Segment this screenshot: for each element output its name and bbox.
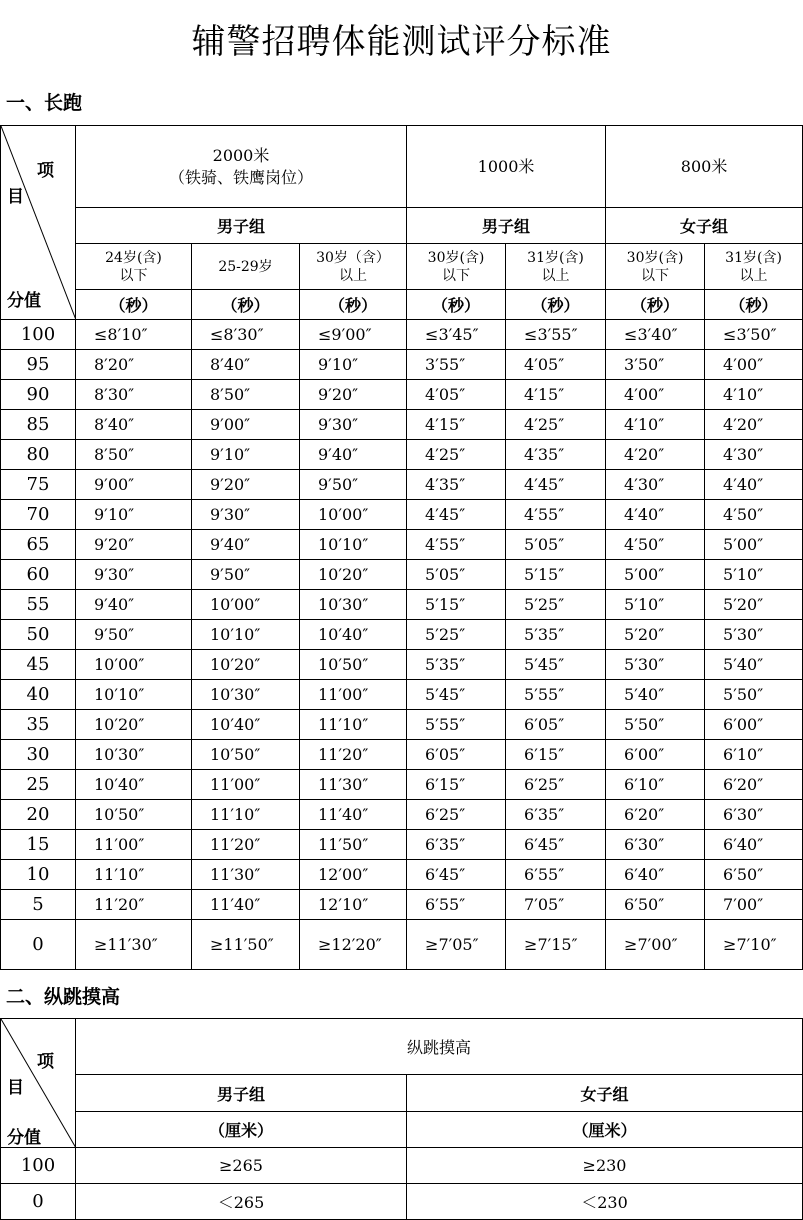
time-cell: 4′15″ [506,380,606,410]
time-cell: ≤3′45″ [407,320,506,350]
corner-header-cell [1,1019,76,1148]
time-cell: 6′40″ [705,830,803,860]
unit-header: （秒） [76,290,192,320]
age-header: 25-29岁 [192,244,300,290]
score-cell: 30 [1,740,76,770]
time-cell: 10′30″ [300,590,407,620]
score-cell: 95 [1,350,76,380]
event-2000m-header [76,126,407,208]
height-cell: ＜265 [76,1184,407,1220]
time-cell: 10′40″ [192,710,300,740]
age-header: 30岁(含) 以下 [606,244,705,290]
time-cell: ≤8′30″ [192,320,300,350]
time-cell: 9′40″ [192,530,300,560]
time-cell: 9′50″ [192,560,300,590]
time-cell: 5′05″ [407,560,506,590]
time-cell: 6′00″ [705,710,803,740]
time-cell: 3′50″ [606,350,705,380]
time-cell: 7′00″ [705,890,803,920]
section-title-vertical-jump: 二、纵跳摸高 [6,986,121,1008]
time-cell: 11′00″ [76,830,192,860]
score-cell: 90 [1,380,76,410]
table-row [1,800,803,830]
time-cell: ≤9′00″ [300,320,407,350]
time-cell: 10′30″ [192,680,300,710]
time-cell: 4′55″ [407,530,506,560]
time-cell: 11′00″ [192,770,300,800]
long-run-score-rows [1,320,803,970]
time-cell: ≤3′40″ [606,320,705,350]
time-cell: 6′55″ [407,890,506,920]
time-cell: 8′50″ [192,380,300,410]
time-cell: 6′00″ [606,740,705,770]
table-row [1,470,803,500]
time-cell: 11′10″ [76,860,192,890]
time-cell: 10′40″ [300,620,407,650]
time-cell: 10′20″ [300,560,407,590]
time-cell: ≤3′55″ [506,320,606,350]
time-cell: 10′00″ [300,500,407,530]
time-cell: 6′05″ [506,710,606,740]
time-cell: 5′30″ [705,620,803,650]
time-cell: 5′50″ [705,680,803,710]
table-row [1,710,803,740]
time-cell: 5′30″ [606,650,705,680]
time-cell: 5′35″ [407,650,506,680]
time-cell: 4′30″ [705,440,803,470]
unit-header: （秒） [606,290,705,320]
time-cell: ≤3′50″ [705,320,803,350]
time-cell: 6′35″ [506,800,606,830]
time-cell: 10′40″ [76,770,192,800]
time-cell: 10′20″ [192,650,300,680]
time-cell: 9′10″ [76,500,192,530]
unit-header: （厘米） [407,1112,803,1148]
section-title-long-run: 一、长跑 [6,92,83,114]
time-cell: 10′20″ [76,710,192,740]
event-800m-header: 800米 [606,126,803,208]
corner-header-cell [1,126,76,320]
time-cell: ≥7′10″ [705,920,803,970]
score-cell: 100 [1,320,76,350]
time-cell: 10′50″ [300,650,407,680]
unit-header: （厘米） [76,1112,407,1148]
time-cell: 6′20″ [705,770,803,800]
time-cell: 4′50″ [606,530,705,560]
time-cell: 4′40″ [606,500,705,530]
time-cell: ≥11′30″ [76,920,192,970]
table-row [1,770,803,800]
time-cell: 5′35″ [506,620,606,650]
time-cell: 11′30″ [300,770,407,800]
time-cell: 9′10″ [300,350,407,380]
age-header: 31岁(含) 以上 [705,244,803,290]
score-cell: 0 [1,920,76,970]
time-cell: 6′15″ [506,740,606,770]
time-cell: 11′40″ [300,800,407,830]
table-row [1,560,803,590]
time-cell: 11′30″ [192,860,300,890]
time-cell: 5′25″ [506,590,606,620]
age-header: 31岁(含) 以上 [506,244,606,290]
time-cell: 5′00″ [705,530,803,560]
time-cell: 4′20″ [606,440,705,470]
time-cell: 6′10″ [606,770,705,800]
time-cell: 10′10″ [76,680,192,710]
time-cell: 4′00″ [606,380,705,410]
time-cell: 4′25″ [407,440,506,470]
time-cell: 5′50″ [606,710,705,740]
event-2000m-note: （铁骑、铁鹰岗位） [169,167,314,187]
time-cell: 8′30″ [76,380,192,410]
vertical-jump-score-table [0,1018,803,1220]
time-cell: 9′30″ [76,560,192,590]
age-header: 30岁（含） 以上 [300,244,407,290]
height-cell: ≥265 [76,1148,407,1184]
corner-item-label-2: 目 [7,1078,24,1098]
time-cell: 6′50″ [705,860,803,890]
time-cell: 8′50″ [76,440,192,470]
age-header: 30岁(含) 以下 [407,244,506,290]
unit-header: （秒） [407,290,506,320]
table-row [1,410,803,440]
time-cell: 5′05″ [506,530,606,560]
time-cell: 10′10″ [300,530,407,560]
table-row [1,440,803,470]
time-cell: 6′20″ [606,800,705,830]
time-cell: 10′10″ [192,620,300,650]
vertical-jump-score-rows [1,1148,803,1220]
time-cell: 9′30″ [300,410,407,440]
time-cell: 11′50″ [300,830,407,860]
time-cell: 10′50″ [192,740,300,770]
corner-item-label-2: 目 [7,187,24,207]
time-cell: 11′20″ [192,830,300,860]
table-row [1,740,803,770]
time-cell: 4′35″ [407,470,506,500]
time-cell: 5′40″ [606,680,705,710]
table-row [1,1184,803,1220]
time-cell: 9′20″ [192,470,300,500]
time-cell: 5′40″ [705,650,803,680]
time-cell: 6′40″ [606,860,705,890]
corner-item-label: 项 [37,1052,54,1072]
table-row [1,530,803,560]
time-cell: 11′10″ [192,800,300,830]
time-cell: 9′10″ [192,440,300,470]
table-row [1,1148,803,1184]
time-cell: 8′40″ [192,350,300,380]
unit-header: （秒） [192,290,300,320]
time-cell: 4′00″ [705,350,803,380]
time-cell: 5′15″ [506,560,606,590]
time-cell: 4′20″ [705,410,803,440]
score-cell: 60 [1,560,76,590]
long-run-score-table [0,125,803,970]
time-cell: 5′45″ [407,680,506,710]
time-cell: 4′10″ [606,410,705,440]
time-cell: 5′15″ [407,590,506,620]
score-cell: 65 [1,530,76,560]
time-cell: 8′20″ [76,350,192,380]
time-cell: 4′55″ [506,500,606,530]
table-row [1,650,803,680]
age-header: 24岁(含) 以下 [76,244,192,290]
time-cell: 4′05″ [407,380,506,410]
time-cell: 6′15″ [407,770,506,800]
event-1000m-header: 1000米 [407,126,606,208]
time-cell: 5′20″ [606,620,705,650]
time-cell: 6′25″ [407,800,506,830]
time-cell: 9′40″ [300,440,407,470]
group-header: 男子组 [407,208,606,244]
time-cell: 6′45″ [407,860,506,890]
score-cell: 55 [1,590,76,620]
time-cell: 6′45″ [506,830,606,860]
time-cell: 4′40″ [705,470,803,500]
time-cell: 9′20″ [76,530,192,560]
score-cell: 100 [1,1148,76,1184]
height-cell: ≥230 [407,1148,803,1184]
time-cell: 4′30″ [606,470,705,500]
group-header: 男子组 [76,1075,407,1112]
time-cell: 3′55″ [407,350,506,380]
time-cell: 5′45″ [506,650,606,680]
time-cell: 9′00″ [192,410,300,440]
table-row [1,350,803,380]
table-row [1,590,803,620]
time-cell: 4′50″ [705,500,803,530]
time-cell: 11′20″ [300,740,407,770]
time-cell: 5′20″ [705,590,803,620]
score-cell: 0 [1,1184,76,1220]
time-cell: 11′10″ [300,710,407,740]
table-row [1,500,803,530]
score-cell: 70 [1,500,76,530]
event-2000m-name: 2000米 [212,145,270,165]
time-cell: 11′20″ [76,890,192,920]
score-cell: 25 [1,770,76,800]
time-cell: 9′30″ [192,500,300,530]
time-cell: 5′55″ [506,680,606,710]
time-cell: 5′00″ [606,560,705,590]
time-cell: 4′35″ [506,440,606,470]
time-cell: 4′45″ [506,470,606,500]
time-cell: 4′45″ [407,500,506,530]
time-cell: 9′50″ [76,620,192,650]
time-cell: ≥11′50″ [192,920,300,970]
table-row [1,320,803,350]
time-cell: 6′50″ [606,890,705,920]
page-title: 辅警招聘体能测试评分标准 [191,21,612,62]
time-cell: 4′15″ [407,410,506,440]
time-cell: 8′40″ [76,410,192,440]
time-cell: 9′40″ [76,590,192,620]
table-row [1,620,803,650]
time-cell: 10′00″ [76,650,192,680]
score-cell: 80 [1,440,76,470]
score-cell: 5 [1,890,76,920]
time-cell: 4′10″ [705,380,803,410]
table-row [1,830,803,860]
corner-score-label: 分值 [7,291,41,311]
corner-score-label: 分值 [7,1128,41,1148]
corner-item-label: 项 [37,161,54,181]
time-cell: 11′00″ [300,680,407,710]
time-cell: 7′05″ [506,890,606,920]
time-cell: 6′10″ [705,740,803,770]
time-cell: 9′20″ [300,380,407,410]
group-header: 男子组 [76,208,407,244]
event-header: 纵跳摸高 [76,1019,803,1075]
time-cell: 4′05″ [506,350,606,380]
score-cell: 20 [1,800,76,830]
score-cell: 50 [1,620,76,650]
time-cell: 12′10″ [300,890,407,920]
time-cell: 6′30″ [705,800,803,830]
table-row [1,920,803,970]
time-cell: 5′10″ [705,560,803,590]
time-cell: 10′00″ [192,590,300,620]
time-cell: ≥7′15″ [506,920,606,970]
time-cell: 5′10″ [606,590,705,620]
score-cell: 85 [1,410,76,440]
time-cell: 9′50″ [300,470,407,500]
group-header: 女子组 [606,208,803,244]
score-cell: 35 [1,710,76,740]
score-cell: 15 [1,830,76,860]
height-cell: ＜230 [407,1184,803,1220]
time-cell: 6′05″ [407,740,506,770]
table-row [1,380,803,410]
table-row [1,890,803,920]
time-cell: 9′00″ [76,470,192,500]
time-cell: ≥12′20″ [300,920,407,970]
table-row [1,860,803,890]
time-cell: 6′35″ [407,830,506,860]
time-cell: 11′40″ [192,890,300,920]
unit-header: （秒） [300,290,407,320]
unit-header: （秒） [506,290,606,320]
score-cell: 45 [1,650,76,680]
score-cell: 75 [1,470,76,500]
time-cell: 10′50″ [76,800,192,830]
time-cell: 6′55″ [506,860,606,890]
score-cell: 10 [1,860,76,890]
group-header: 女子组 [407,1075,803,1112]
time-cell: 4′25″ [506,410,606,440]
time-cell: 10′30″ [76,740,192,770]
time-cell: 6′25″ [506,770,606,800]
time-cell: 5′25″ [407,620,506,650]
time-cell: 12′00″ [300,860,407,890]
time-cell: ≥7′05″ [407,920,506,970]
time-cell: ≥7′00″ [606,920,705,970]
table-row [1,680,803,710]
time-cell: ≤8′10″ [76,320,192,350]
score-cell: 40 [1,680,76,710]
time-cell: 5′55″ [407,710,506,740]
time-cell: 6′30″ [606,830,705,860]
unit-header: （秒） [705,290,803,320]
